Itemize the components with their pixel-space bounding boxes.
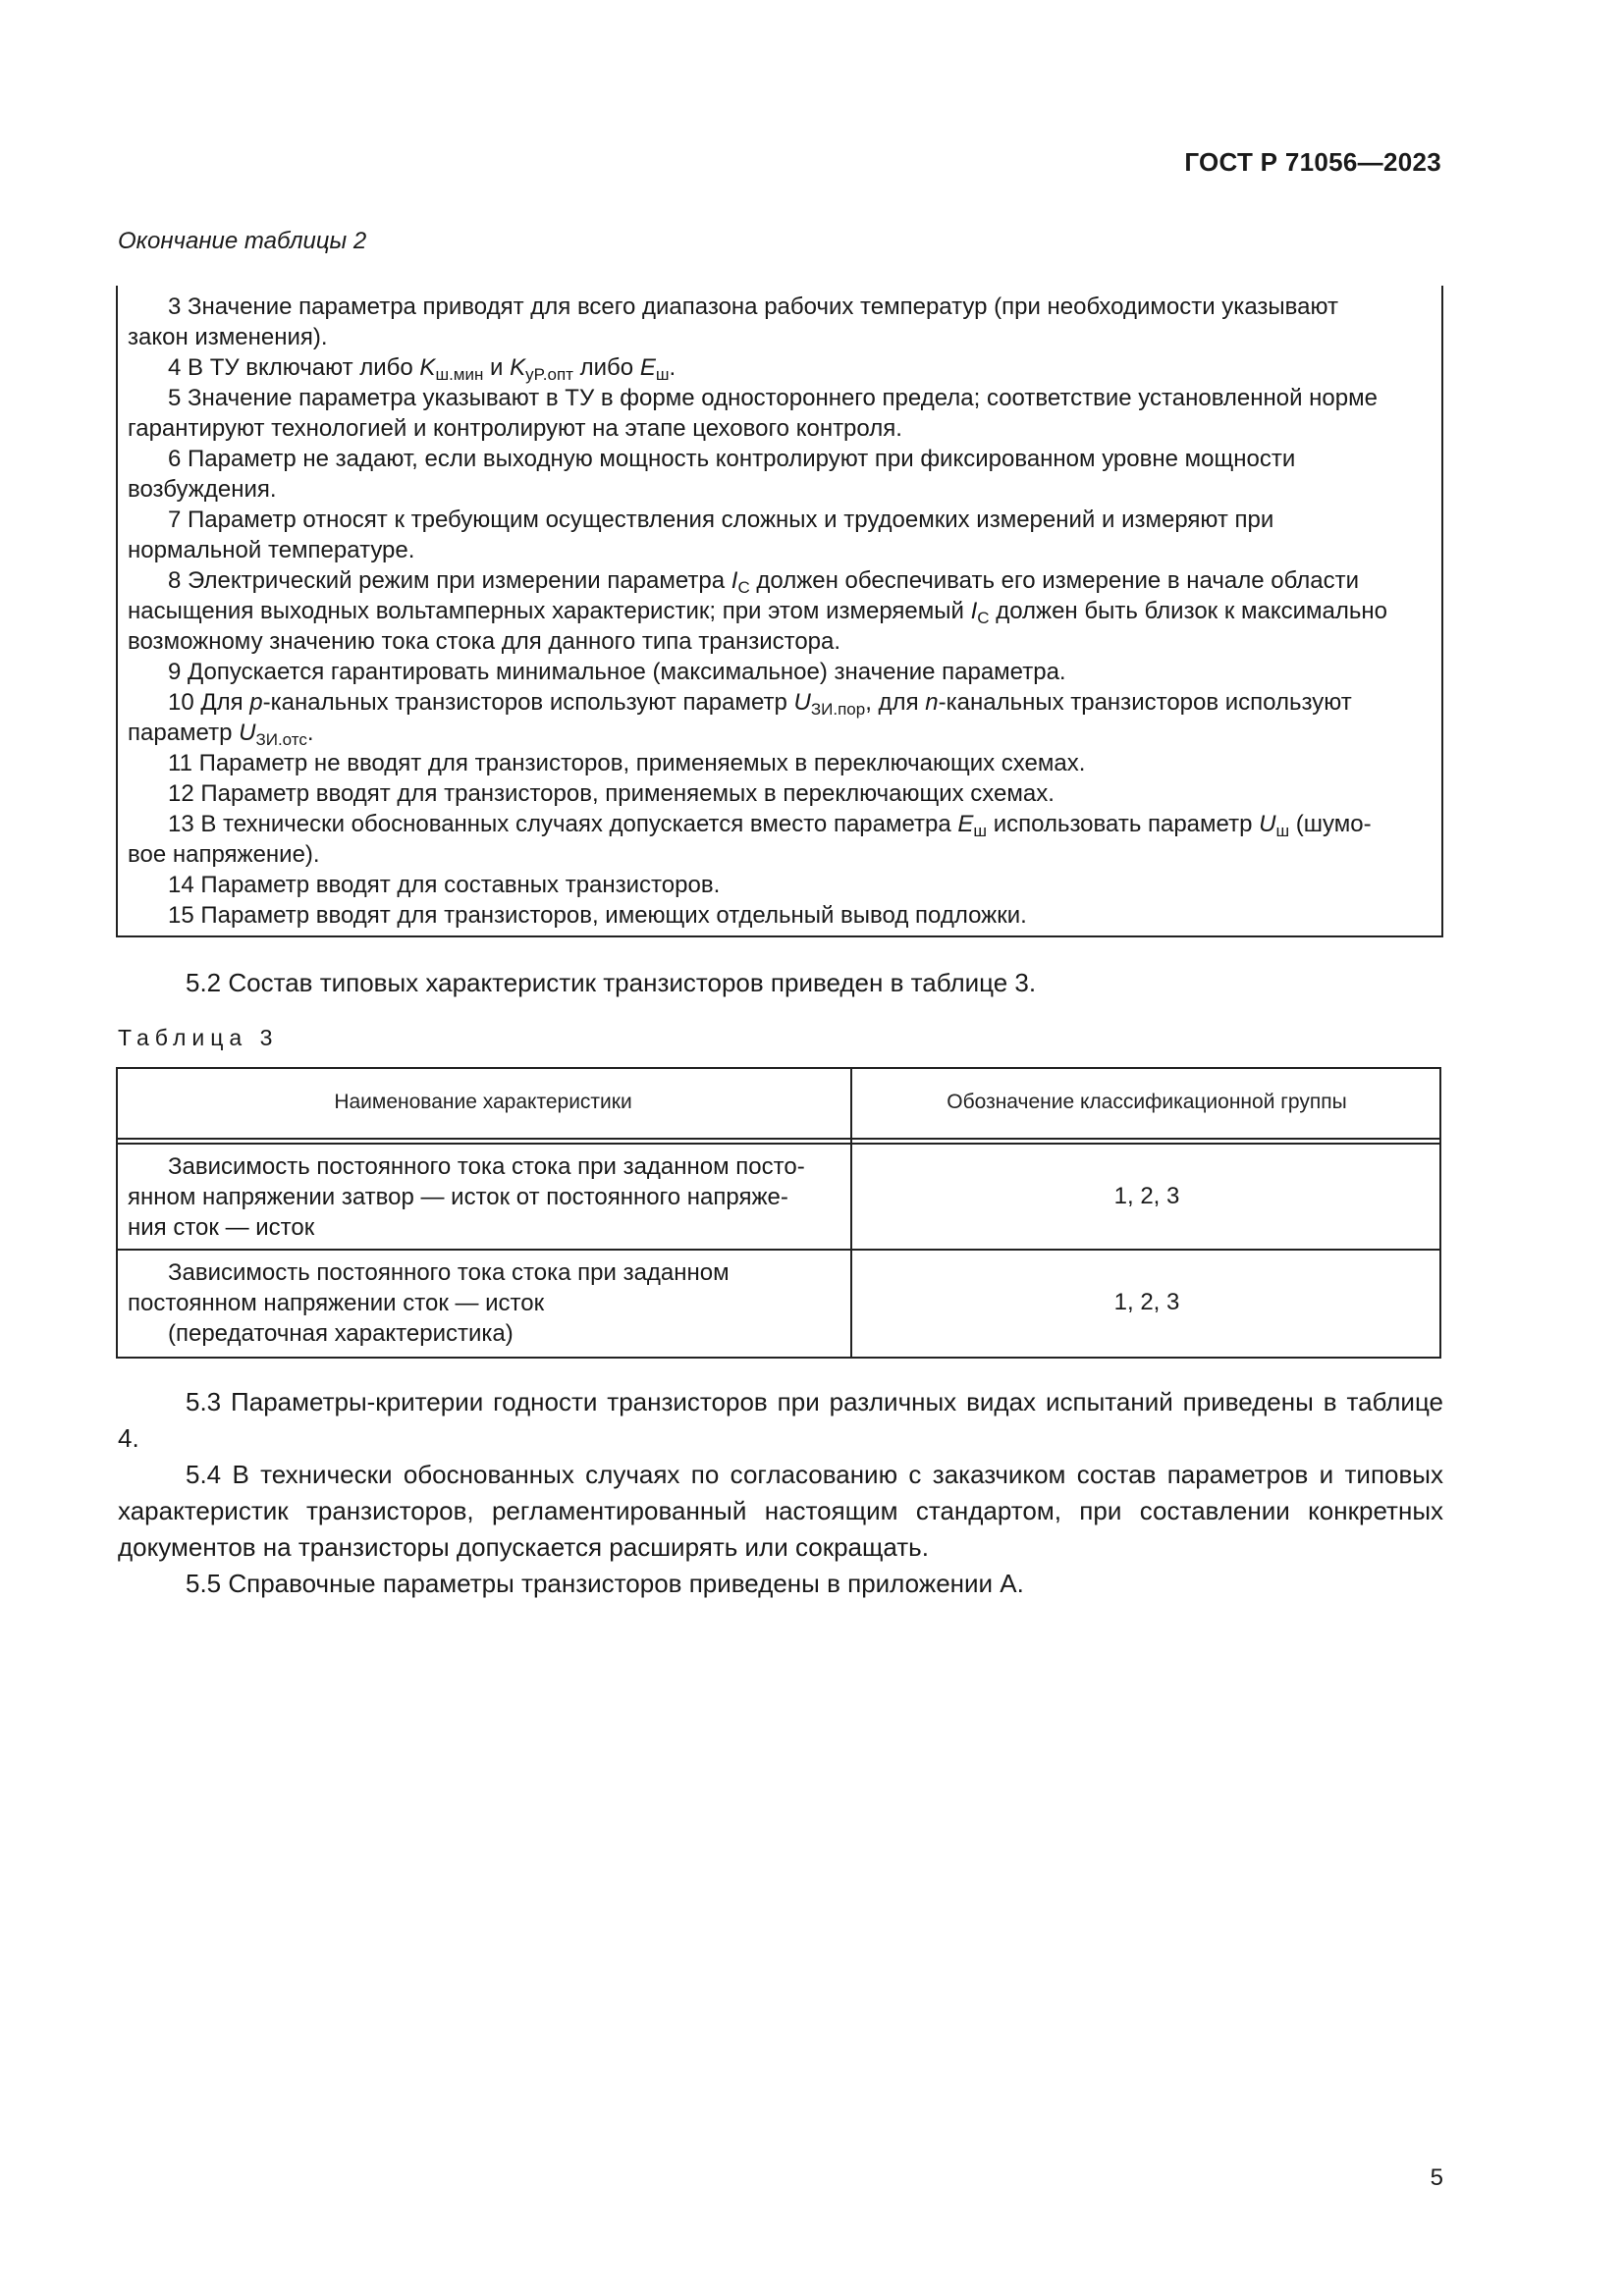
- page-number: 5: [1430, 2164, 1443, 2191]
- note-9: 9 Допускается гарантировать минимальное (максимальное) значение параметра.: [168, 659, 1066, 685]
- table3-row-divider: [116, 1249, 1441, 1251]
- table-row-2-name: [128, 1257, 837, 1349]
- note-10-line2: параметр $U_{ЗИ.отс}$.: [128, 720, 314, 749]
- note-8-line1: 8 Электрический режим при измерении параметра $I_C$ должен обеспечивать его измерение в начале области: [168, 567, 1359, 597]
- table-row-2-group: 1, 2, 3: [1113, 1289, 1180, 1315]
- table3: [116, 1067, 1441, 1359]
- note-11: 11 Параметр не вводят для транзисторов, применяемых в переключающих схемах.: [168, 750, 1086, 776]
- note-8-line3: возможному значению тока стока для данного типа транзистора.: [128, 628, 841, 655]
- paragraph-5-5: 5.5 Справочные параметры транзисторов приведены в приложении А.: [186, 1569, 1024, 1598]
- table-row-1-group: 1, 2, 3: [1113, 1183, 1180, 1209]
- table3-header-name: Наименование характеристики: [334, 1091, 632, 1113]
- table-row-2-name-line1: Зависимость постоянного тока стока при заданном: [168, 1259, 730, 1286]
- note-14: 14 Параметр вводят для составных транзисторов.: [168, 872, 721, 898]
- paragraph-5-4: 5.4 В технически обоснованных случаях по согласованию с заказчиком состав параметров и типовых характеристик транзисторов, регламентированный настоящим стандартом, при составлении конкретных документов на транзисторы допускается расширять или сокращать.: [118, 1460, 1443, 1562]
- table3-header-rule-2: [116, 1143, 1441, 1145]
- document-number: ГОСТ Р 71056—2023: [1184, 147, 1441, 177]
- note-5-line1: 5 Значение параметра указывают в ТУ в форме одностороннего предела; соответствие установленной норме: [168, 385, 1378, 411]
- note-3-line2: закон изменения).: [128, 324, 328, 350]
- table3-header-rule-1: [116, 1138, 1441, 1140]
- paragraph-5-3: 5.3 Параметры-критерии годности транзисторов при различных видах испытаний приведены в таблице 4.: [118, 1387, 1443, 1453]
- note-4: 4 В ТУ включают либо $K_{ш.мин}$ и $K_{yP.опт}$ либо $E_ш$.: [168, 354, 677, 384]
- note-8-line2: насыщения выходных вольтамперных характеристик; при этом измеряемый $I_C$ должен быть близок к максимально: [128, 598, 1387, 627]
- table-row-2-name-line3: (передаточная характеристика): [168, 1320, 514, 1347]
- note-7-line1: 7 Параметр относят к требующим осуществления сложных и трудоемких измерений и измеряют при: [168, 507, 1274, 533]
- note-13-line1: 13 В технически обоснованных случаях допускается вместо параметра $E_ш$ использовать параметр $U_ш$ (шумо-: [168, 811, 1372, 840]
- note-10-line1: 10 Для p-канальных транзисторов используют параметр $U_{ЗИ.пор}$, для n-канальных транзисторов используют: [168, 689, 1352, 719]
- table3-caption: Таблица 3: [118, 1025, 279, 1050]
- note-15: 15 Параметр вводят для транзисторов, имеющих отдельный вывод подложки.: [168, 902, 1027, 929]
- note-7-line2: нормальной температуре.: [128, 537, 415, 563]
- note-6-line2: возбуждения.: [128, 476, 277, 503]
- note-5-line2: гарантируют технологией и контролируют на этапе цехового контроля.: [128, 415, 902, 442]
- table-row-1-name-line2: янном напряжении затвор — исток от постоянного напряже-: [128, 1184, 788, 1210]
- note-3-line1: 3 Значение параметра приводят для всего диапазона рабочих температур (при необходимости указывают: [168, 294, 1338, 320]
- note-12: 12 Параметр вводят для транзисторов, применяемых в переключающих схемах.: [168, 780, 1055, 807]
- table-row-1-name-line3: ния сток — исток: [128, 1214, 315, 1241]
- paragraph-5-2: 5.2 Состав типовых характеристик транзисторов приведен в таблице 3.: [186, 968, 1037, 997]
- table-row-1-name: [128, 1151, 837, 1243]
- note-13-line2: вое напряжение).: [128, 841, 320, 868]
- table-continuation-caption: Окончание таблицы 2: [118, 228, 367, 254]
- note-6-line1: 6 Параметр не задают, если выходную мощность контролируют при фиксированном уровне мощности: [168, 446, 1296, 472]
- table3-header-group: Обозначение классификационной группы: [947, 1091, 1347, 1113]
- table-row-1-name-line1: Зависимость постоянного тока стока при заданном посто-: [168, 1153, 805, 1180]
- table-row-2-name-line2: постоянном напряжении сток — исток: [128, 1290, 545, 1316]
